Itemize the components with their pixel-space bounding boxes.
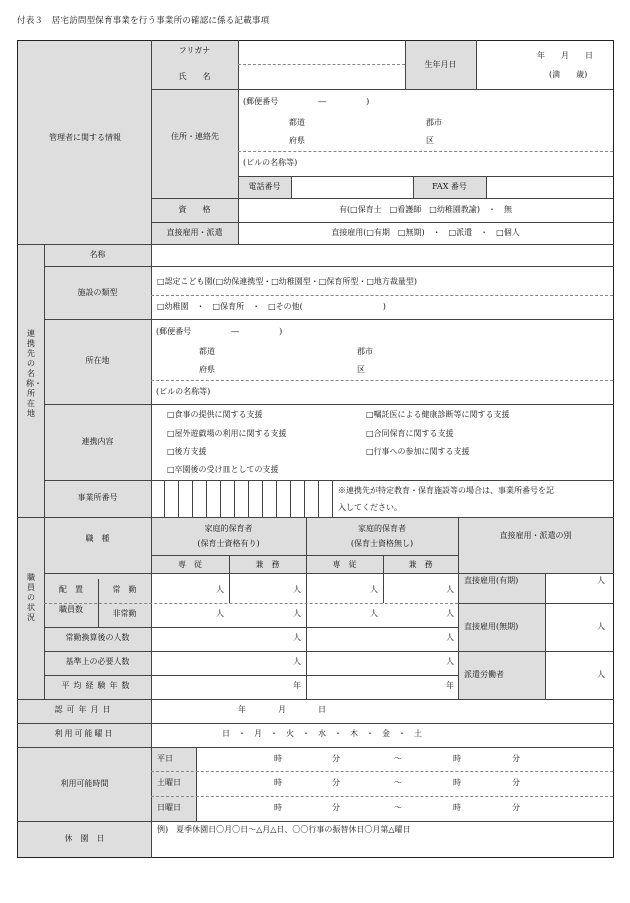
converted-count-label: 常勤換算後の人数 — [65, 633, 130, 642]
minute-unit: 分 — [332, 754, 340, 763]
facility-type-line1[interactable]: □認定こども園(□幼保連携型・□幼稚園型・□保育所型・□地方裁量型) — [157, 277, 418, 286]
birth-date-value: 年 月 日 — [537, 51, 593, 60]
employment-options[interactable]: 直接雇用(□有期 □無期) ・ □派遣 ・ □個人 — [331, 228, 520, 237]
manager-pref2: 府県 — [289, 136, 305, 145]
cooperation-label: 連携内容 — [81, 437, 114, 446]
unit-person: 人 — [293, 609, 301, 618]
page-title: 付表３ 居宅訪問型保育事業を行う事業所の確認に係る記載事項 — [17, 16, 270, 26]
unit-person: 人 — [446, 633, 454, 642]
facility-type-label: 施設の類型 — [77, 288, 118, 297]
employment-label: 直接雇用・派遣 — [166, 228, 223, 237]
unit-person: 人 — [597, 576, 605, 585]
approval-date-label: 認可年月日 — [54, 705, 115, 714]
manager-building: (ビルの名称等) — [243, 158, 298, 167]
unit-person: 人 — [446, 609, 454, 618]
minute-unit: 分 — [512, 778, 520, 787]
minute-unit: 分 — [512, 754, 520, 763]
unit-person: 人 — [370, 609, 378, 618]
partner-postal: (郵便番号 ― ) — [156, 327, 283, 336]
regular-label: 常 勤 — [112, 585, 137, 594]
unit-person: 人 — [446, 657, 454, 666]
qualification-options[interactable]: 有(□保育士 □看護師 □幼稚園教諭) ・ 無 — [339, 205, 512, 214]
job-type-label: 職 種 — [85, 534, 110, 543]
caregiver-uncertified-sub: (保育士資格無し) — [350, 539, 414, 548]
weekday-label: 平日 — [157, 754, 173, 763]
manager-city2: 区 — [426, 136, 434, 145]
fulltime-header-2: 専 従 — [332, 560, 357, 569]
partner-pref: 都道 — [199, 347, 215, 356]
name-label: 氏 名 — [178, 72, 211, 81]
caregiver-certified-header: 家庭的保育者 — [204, 524, 253, 533]
coop-graduation[interactable]: □卒園後の受け皿としての支援 — [167, 465, 279, 474]
unit-person: 人 — [293, 585, 301, 594]
unit-person: 人 — [216, 609, 224, 618]
staff-section-label: 職員の状況 — [27, 573, 35, 622]
hour-unit: 時 — [274, 803, 282, 812]
unit-person: 人 — [446, 585, 454, 594]
hour-unit: 時 — [274, 754, 282, 763]
unit-person: 人 — [293, 657, 301, 666]
range-tilde: ～ — [394, 803, 402, 812]
minute-unit: 分 — [332, 803, 340, 812]
unit-person: 人 — [597, 670, 605, 679]
direct-fixed-label: 直接雇用(有期) — [464, 576, 519, 585]
staff-count-label: 職員数 — [59, 605, 83, 614]
coop-health-check[interactable]: □嘱託医による健康診断等に関する支援 — [366, 410, 510, 419]
coop-joint-care[interactable]: □合同保育に関する支援 — [366, 429, 454, 438]
caregiver-certified-sub: (保育士資格有り) — [197, 539, 260, 548]
office-number-note-1: ※連携先が特定教育・保育施設等の場合は、事業所番号を記 — [338, 486, 554, 495]
tel-label: 電話番号 — [248, 182, 281, 191]
office-number-label: 事業所番号 — [77, 493, 118, 502]
hour-unit: 時 — [453, 754, 461, 763]
facility-type-line2[interactable]: □幼稚園 ・ □保育所 ・ □その他( ) — [157, 302, 386, 311]
direct-indefinite-label: 直接雇用(無期) — [464, 622, 519, 631]
partner-pref2: 府県 — [199, 365, 215, 374]
nonregular-label: 非常勤 — [112, 609, 137, 618]
minute-unit: 分 — [512, 803, 520, 812]
unit-person: 人 — [597, 622, 605, 631]
office-number-note-2: 入してください。 — [338, 503, 402, 512]
manager-pref: 都道 — [289, 118, 305, 127]
caregiver-uncertified-header: 家庭的保育者 — [358, 524, 406, 533]
concurrent-header-1: 兼 務 — [255, 560, 280, 569]
available-hours-label: 利用可能時間 — [60, 779, 109, 788]
holiday-label: 休 園 日 — [64, 834, 105, 843]
coop-backup[interactable]: □後方支援 — [167, 447, 207, 456]
range-tilde: ～ — [394, 754, 402, 763]
coop-meal[interactable]: □食事の提供に関する支援 — [167, 410, 263, 419]
minute-unit: 分 — [332, 778, 340, 787]
manager-city: 郡市 — [426, 118, 442, 127]
partner-city: 郡市 — [357, 347, 373, 356]
birth-label: 生年月日 — [424, 60, 457, 69]
required-count-label: 基準上の必要人数 — [65, 657, 130, 666]
range-tilde: ～ — [394, 778, 402, 787]
hour-unit: 時 — [274, 778, 282, 787]
employment-type-header: 直接雇用・派遣の別 — [499, 531, 572, 540]
manager-postal: (郵便番号 ― ) — [243, 97, 370, 106]
dispatch-worker-label: 派遣労働者 — [464, 670, 504, 679]
available-days-options[interactable]: 日 ・ 月 ・ 火 ・ 水 ・ 木 ・ 金 ・ 土 — [222, 729, 422, 738]
age-value: (満 歳) — [549, 70, 588, 79]
manager-section-label: 管理者に関する情報 — [49, 133, 121, 142]
coop-events[interactable]: □行事への参加に関する支援 — [366, 447, 470, 456]
hour-unit: 時 — [453, 778, 461, 787]
fax-label: FAX 番号 — [432, 182, 467, 191]
sunday-label: 日曜日 — [157, 803, 181, 812]
approval-date-value: 年 月 日 — [238, 705, 326, 714]
hour-unit: 時 — [453, 803, 461, 812]
holiday-example: 例) 夏季休園日〇月〇日～△月△日、〇〇行事の振替休日〇月第△曜日 — [157, 825, 411, 834]
partner-section-label: 連携先の名称・所在地 — [26, 329, 42, 418]
partner-building: (ビルの名称等) — [156, 387, 211, 396]
unit-year: 年 — [446, 681, 454, 690]
placement-label: 配 置 — [59, 585, 83, 594]
available-days-label: 利用可能曜日 — [54, 729, 115, 738]
coop-playground[interactable]: □屋外遊戯場の利用に関する支援 — [167, 429, 287, 438]
concurrent-header-2: 兼 務 — [408, 560, 433, 569]
average-experience-label: 平均経験年数 — [61, 681, 134, 690]
partner-city2: 区 — [357, 365, 365, 374]
unit-person: 人 — [370, 585, 378, 594]
location-label: 所在地 — [85, 356, 110, 365]
unit-person: 人 — [293, 633, 301, 642]
qualification-label: 資 格 — [178, 205, 211, 214]
unit-person: 人 — [216, 585, 224, 594]
partner-name-label: 名称 — [89, 250, 106, 259]
saturday-label: 土曜日 — [157, 778, 181, 787]
fulltime-header-1: 専 従 — [178, 560, 202, 569]
furigana-label: フリガナ — [178, 46, 211, 55]
address-label: 住所・連絡先 — [171, 132, 219, 141]
unit-year: 年 — [293, 681, 301, 690]
